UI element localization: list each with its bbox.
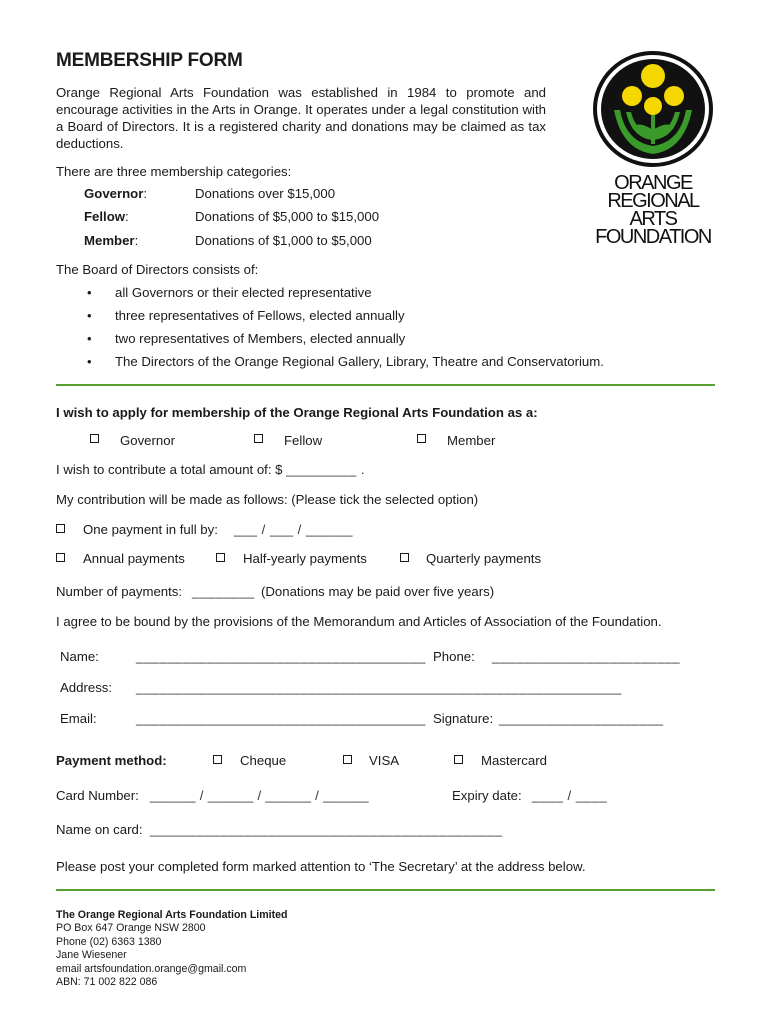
card-number-label: Card Number: <box>56 788 139 803</box>
name-on-card-label: Name on card: <box>56 822 143 837</box>
bullet: • <box>87 308 92 323</box>
board-item: all Governors or their elected representative <box>115 285 372 300</box>
board-item: The Directors of the Orange Regional Gallery, Library, Theatre and Conservatorium. <box>115 354 604 369</box>
foundation-logo-icon <box>592 50 714 168</box>
signature-label: Signature: <box>433 711 494 726</box>
footer-phone: Phone (02) 6363 1380 <box>56 935 162 948</box>
category-member-value: Donations of $1,000 to $5,000 <box>195 233 372 248</box>
category-fellow-value: Donations of $5,000 to $15,000 <box>195 209 380 224</box>
board-item: three representatives of Fellows, elected annually <box>115 308 405 323</box>
governor-checkbox[interactable] <box>90 434 99 443</box>
num-payments-label: Number of payments: <box>56 584 183 599</box>
phone-field[interactable]: ________________________ <box>492 649 681 664</box>
category-governor: Governor: <box>84 186 148 201</box>
intro-paragraph: Orange Regional Arts Foundation was established in 1984 to promote and encourage activities in the Arts in Orange. It operates under a legal constitution with a Board of Directors. It is a registered charity and donations may be claimed as tax deductions. <box>56 85 546 151</box>
cheque-label: Cheque <box>240 753 287 768</box>
signature-field[interactable]: _____________________ <box>499 711 664 726</box>
post-instructions: Please post your completed form marked attention to ‘The Secretary’ at the address below. <box>56 859 586 874</box>
category-member: Member: <box>84 233 139 248</box>
agreement-text: I agree to be bound by the provisions of the Memorandum and Articles of Association of the Foundation. <box>56 614 662 629</box>
visa-label: VISA <box>369 753 400 768</box>
category-fellow: Fellow: <box>84 209 129 224</box>
option-member-label: Member <box>447 433 496 448</box>
one-payment-checkbox[interactable] <box>56 524 65 533</box>
footer-contact: Jane Wiesener <box>56 949 127 962</box>
name-field[interactable]: _____________________________________ <box>136 649 426 664</box>
email-field[interactable]: _____________________________________ <box>136 711 426 726</box>
fellow-checkbox[interactable] <box>254 434 263 443</box>
one-payment-date-field[interactable]: ___ / ___ / ______ <box>234 522 353 537</box>
expiry-date-field[interactable]: ____ / ____ <box>532 788 608 803</box>
categories-intro: There are three membership categories: <box>56 164 292 179</box>
name-label: Name: <box>60 649 99 664</box>
card-number-field[interactable]: ______ / ______ / ______ / ______ <box>150 788 369 803</box>
footer-email: email artsfoundation.orange@gmail.com <box>56 962 247 975</box>
expiry-date-label: Expiry date: <box>452 788 522 803</box>
option-governor-label: Governor <box>120 433 175 448</box>
contribute-amount-field[interactable]: _________ . <box>286 462 366 477</box>
name-on-card-field[interactable]: _____________________________________________ <box>150 822 503 837</box>
annual-payments-label: Annual payments <box>83 551 185 566</box>
board-intro: The Board of Directors consists of: <box>56 262 259 277</box>
contribution-method: My contribution will be made as follows: (Please tick the selected option) <box>56 492 479 507</box>
footer-address-block <box>56 909 288 989</box>
mastercard-label: Mastercard <box>481 753 547 768</box>
one-payment-label: One payment in full by: <box>83 522 218 537</box>
half-yearly-payments-checkbox[interactable] <box>216 553 225 562</box>
address-field[interactable]: ______________________________________________________________ <box>136 680 622 695</box>
form-title: MEMBERSHIP FORM <box>56 50 243 71</box>
cheque-checkbox[interactable] <box>213 755 222 764</box>
annual-payments-checkbox[interactable] <box>56 553 65 562</box>
num-payments-field[interactable]: ________ <box>192 584 255 599</box>
visa-checkbox[interactable] <box>343 755 352 764</box>
category-governor-value: Donations over $15,000 <box>195 186 336 201</box>
address-label: Address: <box>60 680 113 695</box>
member-checkbox[interactable] <box>417 434 426 443</box>
num-payments-note: (Donations may be paid over five years) <box>261 584 495 599</box>
footer-org: The Orange Regional Arts Foundation Limited <box>56 909 288 921</box>
bullet: • <box>87 285 92 300</box>
bullet: • <box>87 354 92 369</box>
mastercard-checkbox[interactable] <box>454 755 463 764</box>
footer-po-box: PO Box 647 Orange NSW 2800 <box>56 922 206 935</box>
phone-label: Phone: <box>433 649 475 664</box>
contribute-amount: I wish to contribute a total amount of: $ _________ . <box>56 462 366 477</box>
quarterly-payments-label: Quarterly payments <box>426 551 542 566</box>
email-label: Email: <box>60 711 97 726</box>
divider <box>56 889 715 891</box>
quarterly-payments-checkbox[interactable] <box>400 553 409 562</box>
half-yearly-payments-label: Half-yearly payments <box>243 551 367 566</box>
payment-method-label: Payment method: <box>56 753 167 768</box>
footer-abn: ABN: 71 002 822 086 <box>56 976 158 989</box>
bullet: • <box>87 331 92 346</box>
board-item: two representatives of Members, elected annually <box>115 331 406 346</box>
option-fellow-label: Fellow <box>284 433 323 448</box>
logo-wordmark: ORANGE REGIONAL ARTS FOUNDATION <box>595 172 711 248</box>
divider <box>56 384 715 386</box>
application-heading: I wish to apply for membership of the Orange Regional Arts Foundation as a: <box>56 405 538 420</box>
